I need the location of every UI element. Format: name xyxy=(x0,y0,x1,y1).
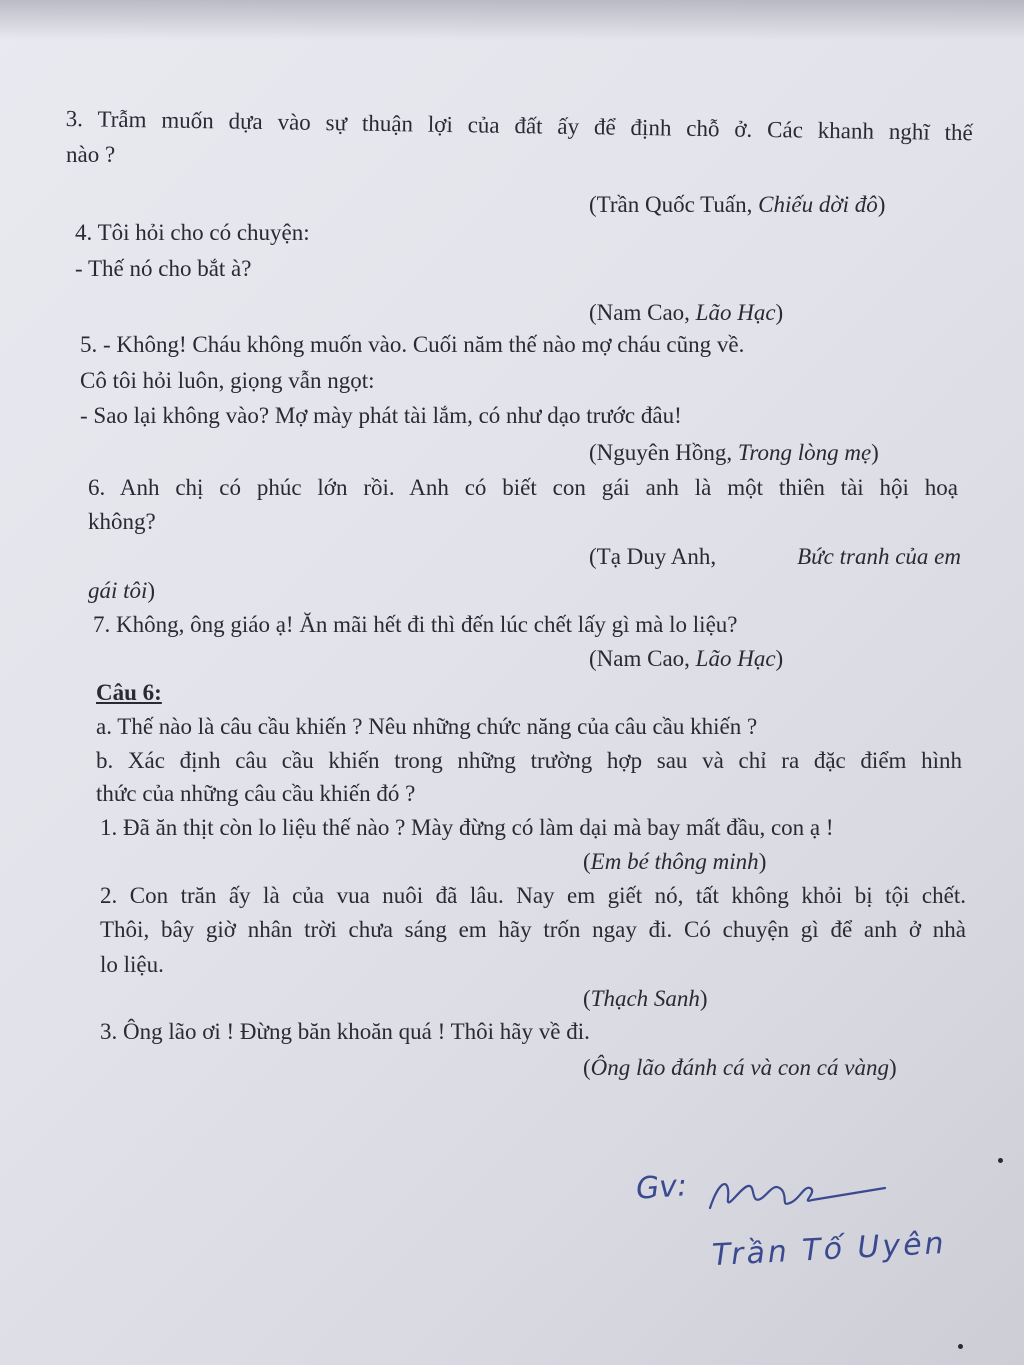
citation-work: Thạch Sanh xyxy=(590,986,700,1011)
text-line: Cô tôi hỏi luôn, giọng vẫn ngọt: xyxy=(80,368,375,393)
text-line: b. Xác định câu cầu khiến trong những trường hợp sau và chỉ ra đặc điểm hình xyxy=(96,748,962,773)
citation-work: Lão Hạc xyxy=(695,646,776,671)
citation-author: (Tạ Duy Anh, xyxy=(589,544,717,569)
text-line: nào ? xyxy=(66,142,116,167)
citation-author: (Nam Cao, xyxy=(589,300,696,325)
citation-close: ) xyxy=(775,646,784,671)
text-line: a. Thế nào là câu cầu khiến ? Nêu những chức năng của câu cầu khiến ? xyxy=(96,714,758,739)
citation-close: ) xyxy=(877,192,886,217)
citation-work: Chiếu dời đô xyxy=(758,192,878,217)
citation-close: ) xyxy=(147,578,156,603)
text-line: Thôi, bây giờ nhân trời chưa sáng em hãy trốn ngay đi. Có chuyện gì để anh ở nhà xyxy=(100,917,966,942)
citation-work: Bức tranh của em xyxy=(797,544,961,569)
citation-close: ) xyxy=(758,849,767,874)
text-line: 1. Đã ăn thịt còn lo liệu thế nào ? Mày đừng có làm dại mà bay mất đầu, con ạ ! xyxy=(100,815,834,840)
text-line: 3. Trẫm muốn dựa vào sự thuận lợi của đất ấy để định chỗ ở. Các khanh nghĩ thế xyxy=(65,105,973,146)
page-speck xyxy=(958,1344,963,1349)
citation-open: ( xyxy=(583,1055,591,1080)
text-line: không? xyxy=(88,509,156,534)
citation xyxy=(589,644,783,674)
text-line: 4. Tôi hỏi cho có chuyện: xyxy=(75,220,310,245)
citation-close: ) xyxy=(775,300,784,325)
citation-author: (Nam Cao, xyxy=(589,646,696,671)
citation-close: ) xyxy=(871,440,879,465)
citation xyxy=(589,298,783,328)
citation-work: Trong lòng mẹ xyxy=(737,440,872,465)
text-line: 7. Không, ông giáo ạ! Ăn mãi hết đi thì đến lúc chết lấy gì mà lo liệu? xyxy=(93,612,738,637)
page-speck xyxy=(998,1158,1003,1163)
page-shadow xyxy=(0,0,1024,40)
text-line: lo liệu. xyxy=(100,952,164,977)
text-line: 3. Ông lão ơi ! Đừng băn khoăn quá ! Thôi hãy về đi. xyxy=(100,1019,590,1044)
text-line: 5. - Không! Cháu không muốn vào. Cuối năm thế nào mợ cháu cũng về. xyxy=(80,332,745,357)
citation-work: gái tôi xyxy=(88,578,148,603)
text-line: - Thế nó cho bắt à? xyxy=(75,256,252,281)
signature-prefix: Gv: xyxy=(634,1168,689,1207)
citation xyxy=(583,984,708,1014)
text-line: thức của những câu cầu khiến đó ? xyxy=(96,781,416,806)
citation-continued xyxy=(88,576,155,606)
citation-work: Lão Hạc xyxy=(695,300,776,325)
section-heading: Câu 6: xyxy=(96,680,162,705)
citation xyxy=(589,190,885,220)
text-line: 6. Anh chị có phúc lớn rồi. Anh có biết con gái anh là một thiên tài hội hoạ xyxy=(88,475,958,500)
citation-author: (Nguyên Hồng, xyxy=(589,440,738,465)
citation-close: ) xyxy=(699,986,708,1011)
signature-name: Trần Tố Uyên xyxy=(711,1225,948,1274)
text-line: 2. Con trăn ấy là của vua nuôi đã lâu. Nay em giết nó, tất không khỏi bị tội chết. xyxy=(100,883,966,908)
citation xyxy=(583,1053,897,1083)
citation-work: Em bé thông minh xyxy=(590,849,759,874)
citation-author: (Trần Quốc Tuấn, xyxy=(589,192,759,217)
citation-open: ( xyxy=(583,849,591,874)
citation-close: ) xyxy=(888,1055,897,1080)
citation-open: ( xyxy=(583,986,591,1011)
citation xyxy=(583,847,766,877)
citation-work: Ông lão đánh cá và con cá vàng xyxy=(590,1055,889,1080)
citation xyxy=(589,542,961,572)
signature-scribble xyxy=(700,1168,900,1218)
citation xyxy=(589,438,879,468)
text-line: - Sao lại không vào? Mợ mày phát tài lắm, có như dạo trước đâu! xyxy=(80,403,682,428)
